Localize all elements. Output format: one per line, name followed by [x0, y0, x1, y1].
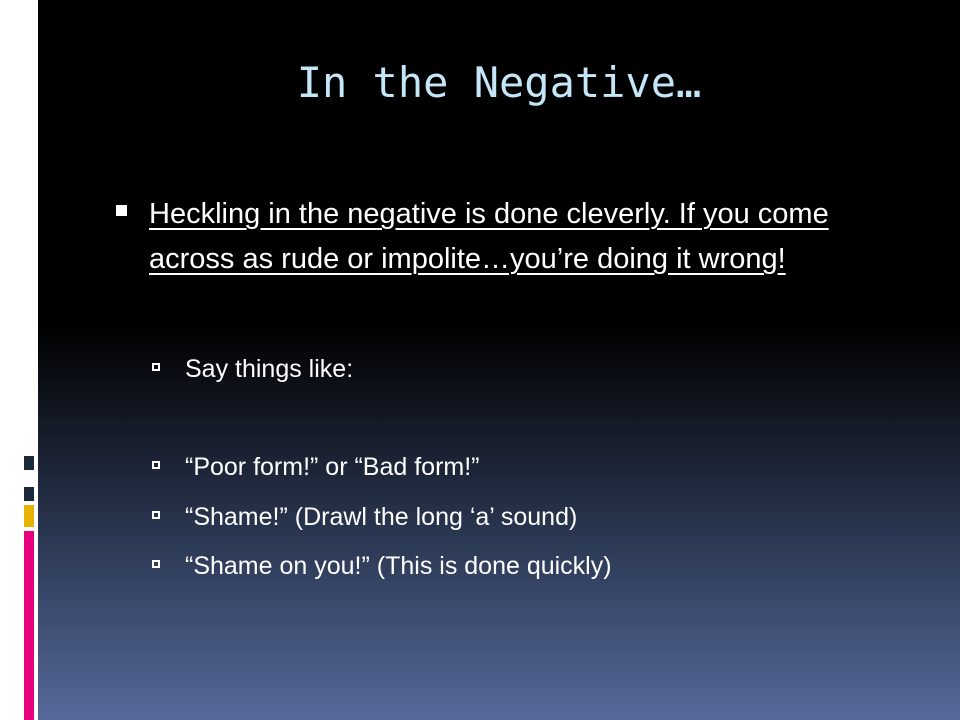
slide-title: In the Negative…	[296, 58, 702, 107]
sub-bullet-text: “Poor form!” or “Bad form!”	[185, 453, 480, 481]
left-decorative-panel	[0, 0, 38, 720]
sub-bullet-item	[152, 352, 852, 386]
hollow-square-bullet-icon	[152, 511, 160, 519]
sub-bullet-item	[152, 450, 852, 484]
hollow-square-bullet-icon	[152, 560, 160, 568]
sub-bullet-text: Say things like:	[185, 355, 354, 383]
accent-bar-dark-1	[24, 456, 34, 470]
hollow-square-bullet-icon	[152, 363, 160, 371]
sub-bullet-text: “Shame!” (Drawl the long ‘a’ sound)	[185, 503, 578, 531]
sub-bullet-item	[152, 549, 852, 583]
square-bullet-icon	[116, 205, 127, 216]
sub-bullet-text: “Shame on you!” (This is done quickly)	[185, 552, 612, 580]
hollow-square-bullet-icon	[152, 461, 160, 469]
accent-bar-gold	[24, 505, 34, 527]
sub-bullet-item	[152, 500, 852, 534]
main-bullet-text: Heckling in the negative is done cleverly. If you come across as rude or impolite…you’re doing it wrong!	[149, 198, 829, 275]
accent-bar-dark-2	[24, 487, 34, 501]
accent-bar-magenta	[24, 531, 34, 720]
